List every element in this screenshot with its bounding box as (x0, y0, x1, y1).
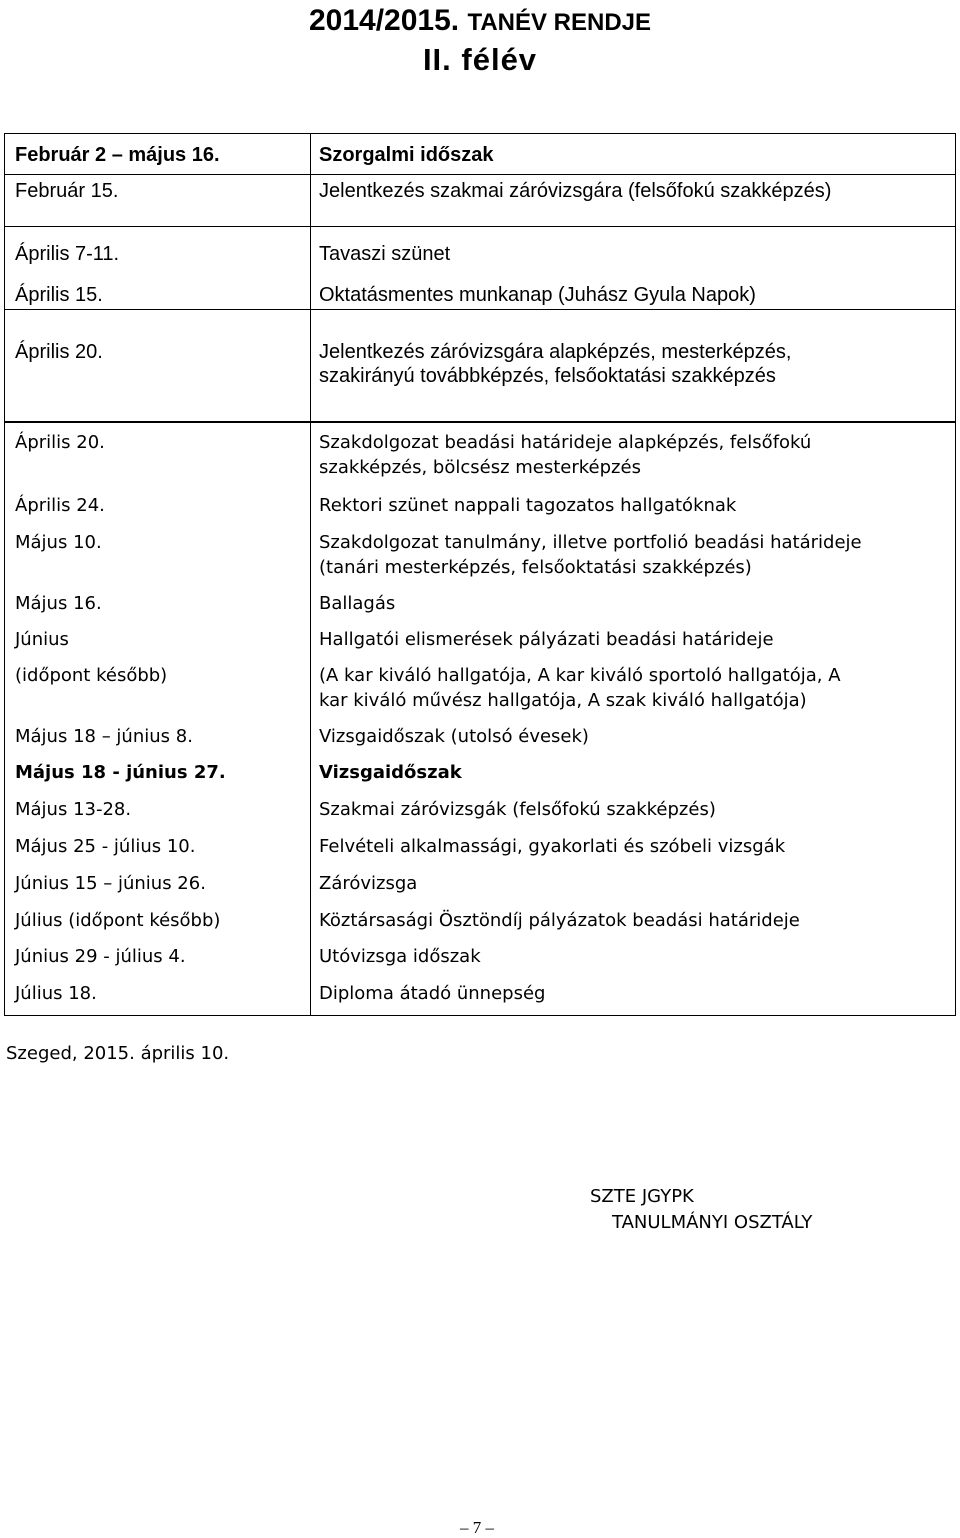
page-subtitle: II. félév (422, 42, 538, 77)
event-line: szakirányú továbbképzés, felsőoktatási szakképzés (319, 365, 776, 387)
place-date: Szeged, 2015. április 10. (6, 1043, 230, 1064)
row-event: Diploma átadó ünnepség (319, 983, 546, 1004)
title-small: TANÉV RENDJE (467, 9, 652, 36)
page-title (0, 4, 960, 38)
row-event: Záróvizsga (319, 873, 418, 894)
event-line: (A kar kiváló hallgatója, A kar kiváló sportoló hallgatója, A (319, 665, 841, 686)
row-date: Április 20. (15, 341, 103, 363)
row-event: Oktatásmentes munkanap (Juhász Gyula Napok) (319, 284, 756, 306)
row-date: Február 2 – május 16. (15, 144, 220, 166)
row-divider (5, 174, 955, 175)
row-event: Hallgatói elismerések pályázati beadási határideje (319, 629, 774, 650)
row-date: Május 18 – június 8. (15, 726, 193, 747)
row-date: Június (15, 629, 69, 650)
event-line: Jelentkezés záróvizsgára alapképzés, mesterképzés, (319, 341, 792, 363)
row-event (319, 663, 949, 713)
row-event: Szakmai záróvizsgák (felsőfokú szakképzés) (319, 799, 716, 820)
schedule-table-2 (4, 422, 956, 1016)
row-date: (időpont később) (15, 665, 168, 686)
row-date: Április 7-11. (15, 243, 120, 265)
row-date: Július 18. (15, 983, 97, 1004)
signature-line-2: TANULMÁNYI OSZTÁLY (612, 1212, 813, 1233)
row-event (319, 530, 949, 580)
column-divider (310, 423, 311, 1015)
row-event: Felvételi alkalmassági, gyakorlati és szóbeli vizsgák (319, 836, 786, 857)
row-date: Május 10. (15, 532, 102, 553)
event-line: Szakdolgozat beadási határideje alapképzés, felsőfokú (319, 432, 812, 453)
row-event: Rektori szünet nappali tagozatos hallgatóknak (319, 495, 737, 516)
row-date: Május 16. (15, 593, 102, 614)
row-divider (5, 226, 955, 227)
signature-line-1: SZTE JGYPK (590, 1186, 694, 1207)
row-event (319, 430, 949, 480)
row-date: Június 15 – június 26. (15, 873, 206, 894)
row-event: Jelentkezés szakmai záróvizsgára (felsőfokú szakképzés) (319, 180, 832, 202)
row-event: Utóvizsga időszak (319, 946, 481, 967)
schedule-table-1 (4, 133, 956, 422)
row-event: Szorgalmi időszak (319, 144, 494, 166)
row-date: Április 15. (15, 284, 103, 306)
row-event: Vizsgaidőszak (utolsó évesek) (319, 726, 589, 747)
event-line: kar kiváló művész hallgatója, A szak kiváló hallgatója) (319, 690, 807, 711)
row-date: Április 24. (15, 495, 105, 516)
event-line: szakképzés, bölcsész mesterképzés (319, 457, 641, 478)
row-date: Május 18 - június 27. (15, 762, 226, 783)
row-event (319, 340, 949, 388)
row-date: Július (időpont később) (15, 910, 221, 931)
row-date: Február 15. (15, 180, 119, 202)
title-main: 2014/2015. (308, 4, 460, 37)
row-event: Vizsgaidőszak (319, 762, 462, 783)
event-line: Szakdolgozat tanulmány, illetve portfolió beadási határideje (319, 532, 862, 553)
row-date: Május 25 - július 10. (15, 836, 196, 857)
row-event: Tavaszi szünet (319, 243, 451, 265)
row-event: Köztársasági Ösztöndíj pályázatok beadási határideje (319, 910, 800, 931)
row-date: Május 13-28. (15, 799, 132, 820)
row-divider (5, 309, 955, 310)
row-event: Ballagás (319, 593, 396, 614)
row-date: Június 29 - július 4. (15, 946, 186, 967)
column-divider (310, 134, 311, 421)
event-line: (tanári mesterképzés, felsőoktatási szakképzés) (319, 557, 752, 578)
row-date: Április 20. (15, 432, 105, 453)
page-number: – 7 – (460, 1518, 494, 1537)
